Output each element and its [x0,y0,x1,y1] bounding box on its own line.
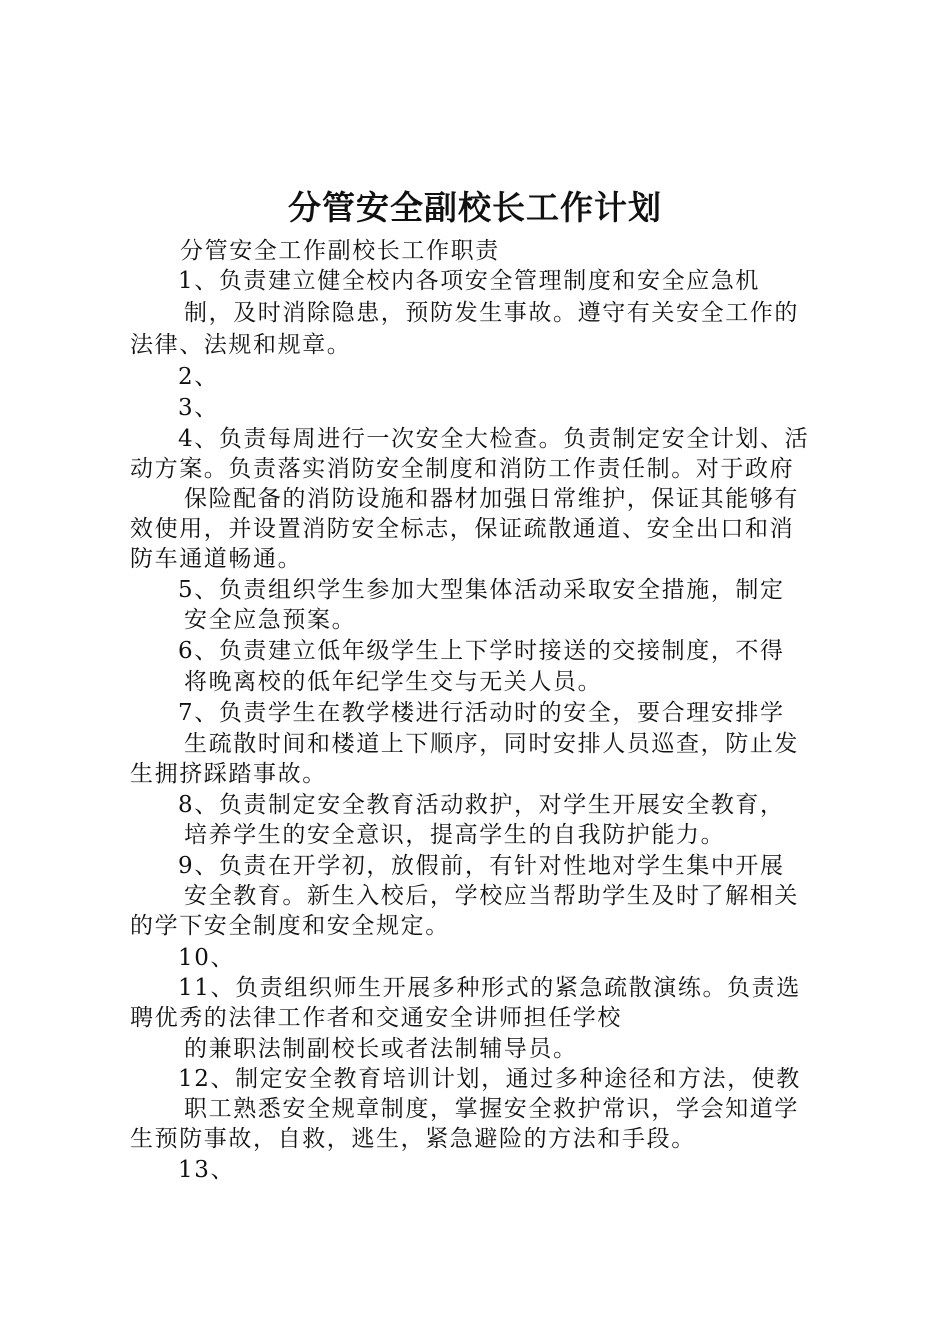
paragraph-line: 4、负责每周进行一次安全大检查。负责制定安全计划、活 [178,426,810,452]
paragraph-line: 6、负责建立低年级学生上下学时接送的交接制度，不得 [178,638,785,664]
paragraph-line: 的学下安全制度和安全规定。 [130,913,450,939]
paragraph-line: 12、制定安全教育培训计划，通过多种途径和方法，使教 [178,1066,801,1092]
paragraph-line: 生疏散时间和楼道上下顺序，同时安排人员巡查，防止发 [184,731,799,757]
paragraph-line: 8、负责制定安全教育活动救护，对学生开展安全教育， [178,792,785,818]
paragraph-line: 1、负责建立健全校内各项安全管理制度和安全应急机 [178,268,761,294]
paragraph-line: 7、负责学生在教学楼进行活动时的安全，要合理安排学 [178,700,785,726]
paragraph-line: 效使用，并设置消防安全标志，保证疏散通道、安全出口和消 [130,516,795,542]
paragraph-line: 9、负责在开学初，放假前，有针对性地对学生集中开展 [178,853,785,879]
paragraph-line: 10、 [178,945,236,971]
paragraph-line: 制，及时消除隐患，预防发生事故。遵守有关安全工作的 [184,300,799,326]
paragraph-line: 法律、法规和规章。 [130,332,352,358]
paragraph-line: 5、负责组织学生参加大型集体活动采取安全措施，制定 [178,577,785,603]
paragraph-line: 防车通道畅通。 [130,546,303,572]
paragraph-line: 保险配备的消防设施和器材加强日常维护，保证其能够有 [184,486,799,512]
paragraph-line: 13、 [178,1157,236,1183]
paragraph-line: 的兼职法制副校长或者法制辅导员。 [184,1036,578,1062]
paragraph-line: 3、 [178,395,219,421]
paragraph-line: 安全教育。新生入校后，学校应当帮助学生及时了解相关 [184,883,799,909]
paragraph-line: 动方案。负责落实消防安全制度和消防工作责任制。对于政府 [130,456,795,482]
paragraph-line: 生预防事故，自救，逃生，紧急避险的方法和手段。 [130,1126,696,1152]
paragraph-line: 2、 [178,364,219,390]
section-heading: 分管安全工作副校长工作职责 [180,238,500,264]
paragraph-line: 培养学生的安全意识，提高学生的自我防护能力。 [184,822,726,848]
paragraph-line: 11、负责组织师生开展多种形式的紧急疏散演练。负责选 [178,975,801,1001]
paragraph-line: 将晚离校的低年纪学生交与无关人员。 [184,669,603,695]
paragraph-line: 生拥挤踩踏事故。 [130,761,327,787]
document-title: 分管安全副校长工作计划 [288,188,662,227]
paragraph-line: 职工熟悉安全规章制度，掌握安全救护常识，学会知道学 [184,1096,799,1122]
paragraph-line: 安全应急预案。 [184,607,357,633]
paragraph-line: 聘优秀的法律工作者和交通安全讲师担任学校 [130,1005,622,1031]
